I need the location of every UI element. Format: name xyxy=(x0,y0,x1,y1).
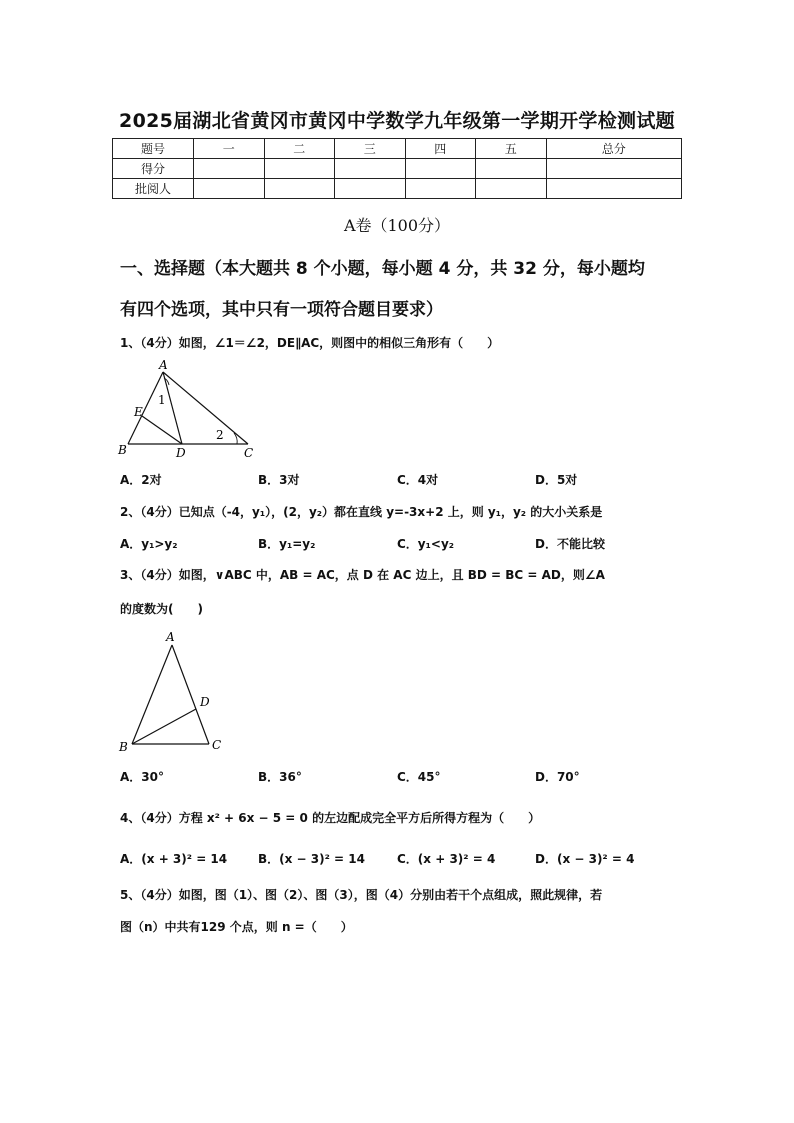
score-table-row xyxy=(113,179,682,199)
q3-option-d: D．70° xyxy=(535,770,580,784)
table-cell xyxy=(194,179,265,199)
q2-option-a: A．y₁>y₂ xyxy=(120,537,178,551)
label-angle-2: 2 xyxy=(216,428,224,442)
table-cell: 总分 xyxy=(546,139,682,159)
table-cell xyxy=(405,179,476,199)
table-cell xyxy=(476,159,547,179)
table-cell: 四 xyxy=(405,139,476,159)
table-cell xyxy=(194,159,265,179)
table-cell xyxy=(264,159,335,179)
score-table-row xyxy=(113,159,682,179)
question-3-line2: 的度数为( ) xyxy=(120,602,203,616)
q1-option-b: B．3对 xyxy=(258,473,300,487)
label-b: B xyxy=(118,443,127,457)
table-cell xyxy=(546,159,682,179)
question-3-line1: 3、（4分）如图，∨ABC 中，AB = AC，点 D 在 AC 边上，且 BD = BC = AD，则∠A xyxy=(120,568,605,582)
table-cell xyxy=(335,179,406,199)
page-title: 2025届湖北省黄冈市黄冈中学数学九年级第一学期开学检测试题 xyxy=(119,110,675,132)
q3-option-b: B．36° xyxy=(258,770,302,784)
table-cell xyxy=(405,159,476,179)
q2-option-d: D．不能比较 xyxy=(535,537,605,551)
question-1-text: 1、（4分）如图，∠1＝∠2，DE∥AC，则图中的相似三角形有（ ） xyxy=(120,336,500,350)
table-cell xyxy=(476,179,547,199)
segment-ac xyxy=(163,372,248,444)
label-c: C xyxy=(244,446,254,460)
table-cell xyxy=(335,159,406,179)
label-b: B xyxy=(119,740,128,754)
table-cell xyxy=(264,179,335,199)
label-a: A xyxy=(159,358,168,372)
q4-option-a: A．(x + 3)² = 14 xyxy=(120,852,228,866)
q1-triangle-figure xyxy=(116,358,266,462)
question-5-line1: 5、（4分）如图，图（1）、图（2）、图（3），图（4）分别由若干个点组成，照此规律，若 xyxy=(120,888,603,902)
section-heading-line2: 有四个选项，其中只有一项符合题目要求） xyxy=(120,300,443,320)
q3-option-c: C．45° xyxy=(397,770,441,784)
q4-option-b: B．(x − 3)² = 14 xyxy=(258,852,365,866)
label-d: D xyxy=(176,446,186,460)
table-cell: 题号 xyxy=(113,139,194,159)
q1-option-d: D．5对 xyxy=(535,473,578,487)
q1-option-c: C．4对 xyxy=(397,473,439,487)
question-4-text: 4、（4分）方程 x² + 6x − 5 = 0 的左边配成完全平方后所得方程为（ ） xyxy=(120,811,541,825)
label-e: E xyxy=(134,405,143,419)
score-table-header-row xyxy=(113,139,682,159)
q2-option-b: B．y₁=y₂ xyxy=(258,537,316,551)
q2-option-c: C．y₁<y₂ xyxy=(397,537,455,551)
table-cell: 五 xyxy=(476,139,547,159)
volume-label: A卷（100分） xyxy=(343,216,451,235)
segment-ab xyxy=(132,645,172,744)
q3-option-a: A．30° xyxy=(120,770,164,784)
label-angle-1: 1 xyxy=(158,393,166,407)
section-heading-line1: 一、选择题（本大题共 8 个小题，每小题 4 分，共 32 分，每小题均 xyxy=(120,259,645,279)
table-cell: 三 xyxy=(335,139,406,159)
table-cell: 一 xyxy=(194,139,265,159)
question-2-text: 2、（4分）已知点（-4，y₁），(2，y₂）都在直线 y=-3x+2 上，则 y₁，y₂ 的大小关系是 xyxy=(120,505,603,519)
table-cell: 批阅人 xyxy=(113,179,194,199)
table-cell: 得分 xyxy=(113,159,194,179)
label-a: A xyxy=(166,630,175,644)
label-d: D xyxy=(200,695,210,709)
q4-option-d: D．(x − 3)² = 4 xyxy=(535,852,635,866)
table-cell: 二 xyxy=(264,139,335,159)
q1-option-a: A．2对 xyxy=(120,473,162,487)
question-5-line2: 图（n）中共有129 个点，则 n =（ ） xyxy=(120,920,353,934)
q4-option-c: C．(x + 3)² = 4 xyxy=(397,852,496,866)
label-c: C xyxy=(212,738,222,752)
segment-bd xyxy=(132,709,196,744)
score-table xyxy=(112,138,682,199)
q3-triangle-figure xyxy=(116,628,231,756)
table-cell xyxy=(546,179,682,199)
